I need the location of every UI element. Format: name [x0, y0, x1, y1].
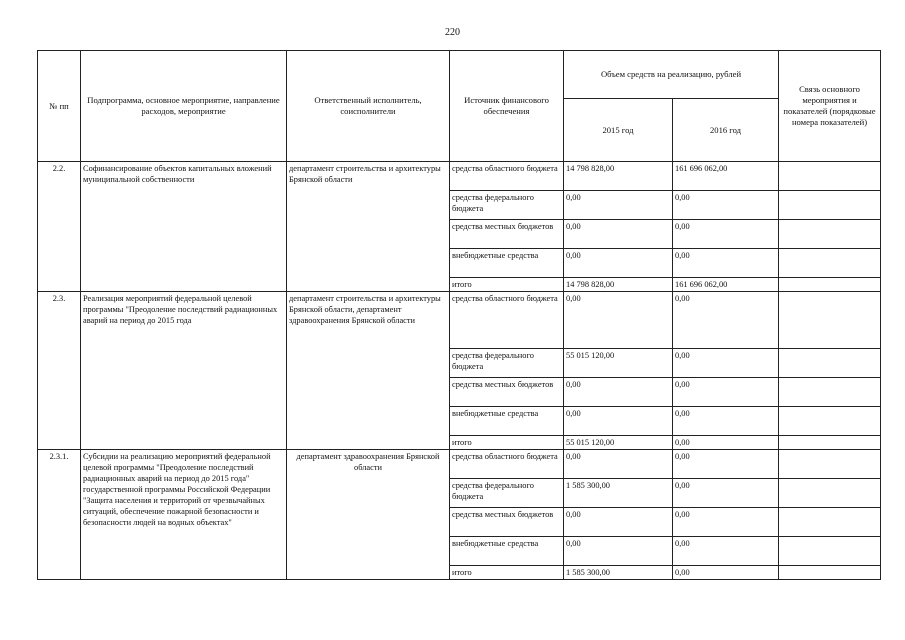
header-source: Источник финансового обеспечения	[450, 51, 564, 162]
source-cell: внебюджетные средства	[450, 249, 564, 278]
amount-y2016: 0,00	[673, 566, 779, 580]
amount-y2016: 0,00	[673, 292, 779, 349]
amount-y2016: 0,00	[673, 537, 779, 566]
source-cell: средства областного бюджета	[450, 450, 564, 479]
source-cell: итого	[450, 278, 564, 292]
link-cell	[779, 479, 881, 508]
amount-y2015: 55 015 120,00	[564, 349, 673, 378]
table-body	[38, 162, 881, 580]
program-cell: Субсидии на реализацию мероприятий федеральной целевой программы "Преодоление последствий радиационных аварий на период до 2015 года" государственной программы Российской Федерации "Защита населения и территорий от чрезвычайных ситуаций, обеспечение пожарной безопасности и безопасности людей на водных объектах"	[81, 450, 287, 580]
source-cell: средства местных бюджетов	[450, 220, 564, 249]
source-cell: средства областного бюджета	[450, 162, 564, 191]
budget-table	[37, 50, 881, 580]
link-cell	[779, 436, 881, 450]
link-cell	[779, 508, 881, 537]
header-2016: 2016 год	[673, 99, 779, 162]
program-cell: Реализация мероприятий федеральной целевой программы "Преодоление последствий радиационных аварий на период до 2015 года	[81, 292, 287, 450]
amount-y2015: 0,00	[564, 292, 673, 349]
table-row	[38, 162, 881, 191]
link-cell	[779, 378, 881, 407]
source-cell: средства федерального бюджета	[450, 191, 564, 220]
amount-y2015: 0,00	[564, 407, 673, 436]
source-cell: средства местных бюджетов	[450, 378, 564, 407]
table-header	[38, 51, 881, 162]
header-link: Связь основного мероприятия и показателей (порядковые номера показателей)	[779, 51, 881, 162]
source-cell: средства федерального бюджета	[450, 479, 564, 508]
row-number: 2.3.	[38, 292, 81, 450]
amount-y2015: 0,00	[564, 249, 673, 278]
header-executor: Ответственный исполнитель, соисполнители	[287, 51, 450, 162]
link-cell	[779, 537, 881, 566]
amount-y2016: 0,00	[673, 220, 779, 249]
amount-y2015: 1 585 300,00	[564, 479, 673, 508]
source-cell: средства местных бюджетов	[450, 508, 564, 537]
link-cell	[779, 450, 881, 479]
source-cell: средства областного бюджета	[450, 292, 564, 349]
link-cell	[779, 407, 881, 436]
amount-y2016: 161 696 062,00	[673, 278, 779, 292]
link-cell	[779, 278, 881, 292]
amount-y2016: 0,00	[673, 407, 779, 436]
amount-y2016: 0,00	[673, 450, 779, 479]
source-cell: итого	[450, 566, 564, 580]
amount-y2015: 0,00	[564, 191, 673, 220]
amount-y2016: 0,00	[673, 378, 779, 407]
amount-y2016: 0,00	[673, 436, 779, 450]
link-cell	[779, 349, 881, 378]
amount-y2015: 55 015 120,00	[564, 436, 673, 450]
amount-y2016: 161 696 062,00	[673, 162, 779, 191]
executor-cell: департамент здравоохранения Брянской области	[287, 450, 450, 580]
table-row	[38, 450, 881, 479]
header-volume: Объем средств на реализацию, рублей	[564, 51, 779, 99]
link-cell	[779, 249, 881, 278]
amount-y2015: 0,00	[564, 220, 673, 249]
executor-cell: департамент строительства и архитектуры Брянской области	[287, 162, 450, 292]
amount-y2015: 0,00	[564, 450, 673, 479]
amount-y2015: 14 798 828,00	[564, 278, 673, 292]
header-2015: 2015 год	[564, 99, 673, 162]
link-cell	[779, 191, 881, 220]
amount-y2015: 0,00	[564, 537, 673, 566]
amount-y2016: 0,00	[673, 191, 779, 220]
row-number: 2.2.	[38, 162, 81, 292]
header-num: № пп	[38, 51, 81, 162]
amount-y2015: 14 798 828,00	[564, 162, 673, 191]
table-row	[38, 292, 881, 349]
program-cell: Софинансирование объектов капитальных вложений муниципальной собственности	[81, 162, 287, 292]
amount-y2015: 0,00	[564, 378, 673, 407]
page-number: 220	[445, 27, 460, 38]
row-number: 2.3.1.	[38, 450, 81, 580]
amount-y2016: 0,00	[673, 508, 779, 537]
amount-y2016: 0,00	[673, 249, 779, 278]
source-cell: внебюджетные средства	[450, 537, 564, 566]
source-cell: внебюджетные средства	[450, 407, 564, 436]
link-cell	[779, 162, 881, 191]
amount-y2016: 0,00	[673, 349, 779, 378]
link-cell	[779, 220, 881, 249]
amount-y2016: 0,00	[673, 479, 779, 508]
amount-y2015: 0,00	[564, 508, 673, 537]
source-cell: итого	[450, 436, 564, 450]
executor-cell: департамент строительства и архитектуры Брянской области, департамент здравоохранения Брянской области	[287, 292, 450, 450]
link-cell	[779, 292, 881, 349]
link-cell	[779, 566, 881, 580]
header-program: Подпрограмма, основное мероприятие, направление расходов, мероприятие	[81, 51, 287, 162]
source-cell: средства федерального бюджета	[450, 349, 564, 378]
amount-y2015: 1 585 300,00	[564, 566, 673, 580]
